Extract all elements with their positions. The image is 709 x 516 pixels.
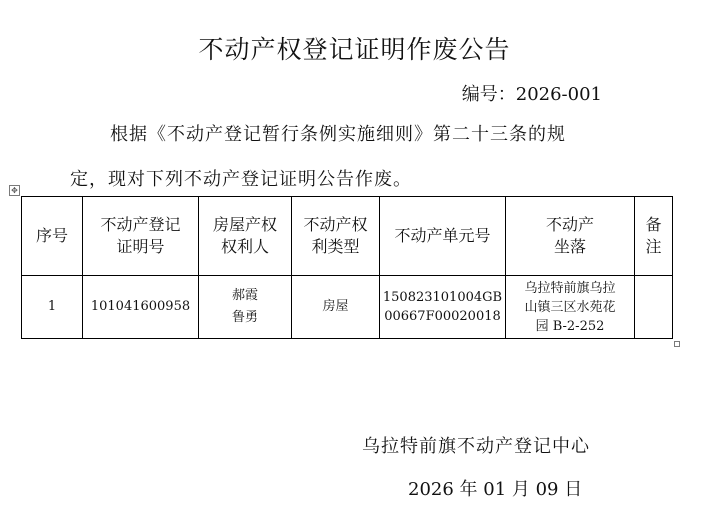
header-right-type: 不动产权 利类型 — [292, 197, 380, 276]
cell-unit-no: 150823101004GB 00667F00020018 — [380, 276, 506, 339]
header-remark: 备 注 — [635, 197, 673, 276]
body-paragraph-line-1: 根据《不动产登记暂行条例实施细则》第二十三条的规 — [110, 124, 566, 145]
header-unit-no: 不动产单元号 — [380, 197, 506, 276]
header-location: 不动产 坐落 — [506, 197, 635, 276]
body-paragraph-line-2: 定，现对下列不动产登记证明公告作废。 — [70, 169, 412, 190]
cell-cert-no: 101041600958 — [83, 276, 199, 339]
table-header-row — [22, 197, 673, 276]
move-handle-icon[interactable]: ✥ — [9, 185, 20, 196]
cell-right-type: 房屋 — [292, 276, 380, 339]
header-cert-no: 不动产登记 证明号 — [83, 197, 199, 276]
header-seq: 序号 — [22, 197, 83, 276]
table-row — [22, 276, 673, 339]
document-number: 编号：2026-001 — [461, 84, 602, 105]
document-title: 不动产权登记证明作废公告 — [198, 35, 511, 64]
cell-remark — [635, 276, 673, 339]
cell-location: 乌拉特前旗乌拉 山镇三区水苑花 园 B-2-252 — [506, 276, 635, 339]
certificate-table — [21, 196, 673, 339]
cell-owner: 郝霞 鲁勇 — [199, 276, 292, 339]
cell-seq: 1 — [22, 276, 83, 339]
header-owner: 房屋产权 权利人 — [199, 197, 292, 276]
issuing-organization: 乌拉特前旗不动产登记中心 — [362, 436, 590, 457]
resize-handle-icon[interactable] — [674, 341, 680, 347]
issue-date: 2026 年 01 月 09 日 — [408, 479, 583, 500]
